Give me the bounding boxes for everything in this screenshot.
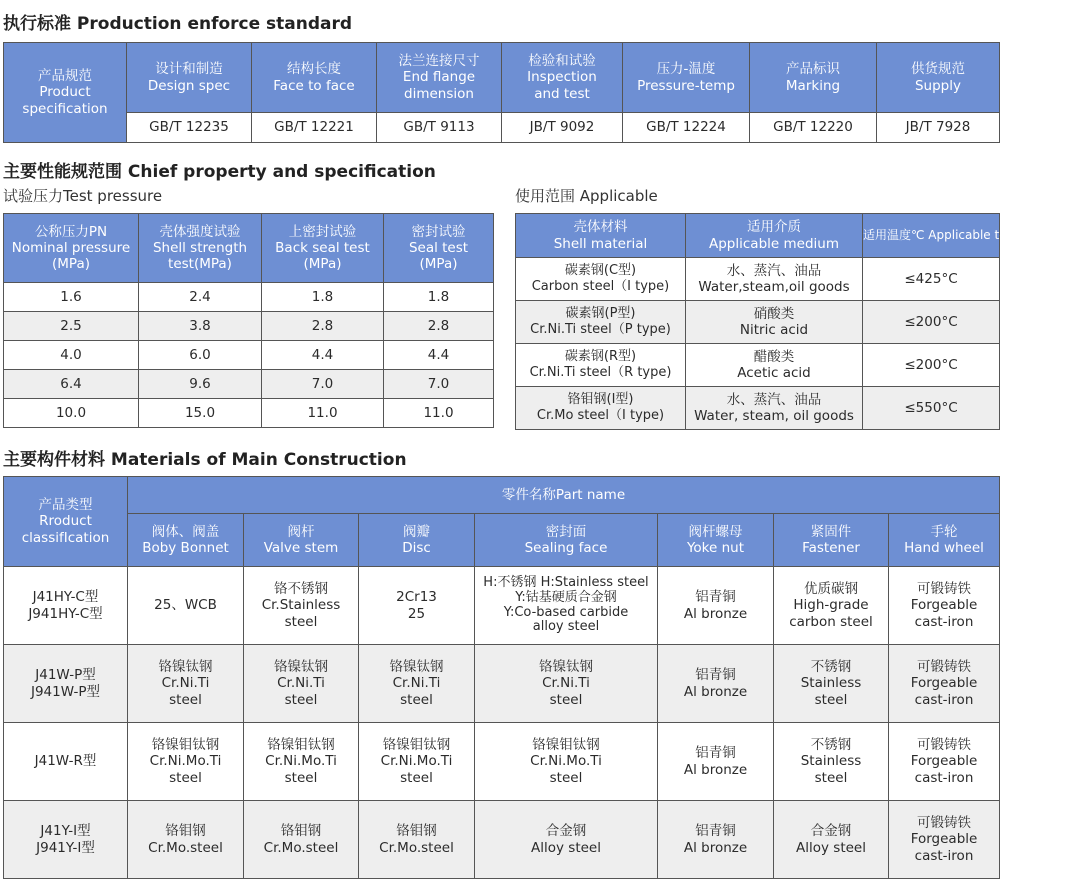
cell: 铬不锈钢 Cr.Stainless steel xyxy=(244,567,359,645)
cell: 水、蒸汽、油品 Water,steam,oil goods xyxy=(686,258,863,301)
value-design-spec: GB/T 12235 xyxy=(127,113,252,143)
header-product-classification: 产品类型 Rroduct classifIcation xyxy=(4,477,128,567)
table-row xyxy=(516,344,1000,387)
header-sealing-face: 密封面 Sealing face xyxy=(475,514,658,567)
cell: 合金钢 Alloy steel xyxy=(774,801,889,879)
cell: 铝青铜 Al bronze xyxy=(658,801,774,879)
materials-table xyxy=(3,476,1000,879)
cell: 9.6 xyxy=(139,370,262,399)
test-pressure-table xyxy=(3,213,494,428)
cell: ≤550°C xyxy=(863,387,1000,430)
header-yoke-nut: 阀杆螺母 Yoke nut xyxy=(658,514,774,567)
cell: 铝青铜 Al bronze xyxy=(658,645,774,723)
cell: 水、蒸汽、油品 Water, steam, oil goods xyxy=(686,387,863,430)
cell: 合金钢 Alloy steel xyxy=(475,801,658,879)
cell: 铬镍钼钛钢 Cr.Ni.Mo.Ti steel xyxy=(359,723,475,801)
value-pressure-temp: GB/T 12224 xyxy=(623,113,750,143)
cell: 4.0 xyxy=(4,341,139,370)
cell: 4.4 xyxy=(262,341,384,370)
cell: 2.5 xyxy=(4,312,139,341)
section-heading-production-standard: 执行标准 Production enforce standard xyxy=(3,14,353,34)
cell: 优质碳钢 High-grade carbon steel xyxy=(774,567,889,645)
cell: 碳素钢(P型) Cr.Ni.Ti steel（P type) xyxy=(516,301,686,344)
table-row xyxy=(516,387,1000,430)
cell: 2.8 xyxy=(262,312,384,341)
table-row xyxy=(4,399,494,428)
cell: 7.0 xyxy=(262,370,384,399)
cell: 可锻铸铁 Forgeable cast-iron xyxy=(889,645,1000,723)
cell: 铝青铜 Al bronze xyxy=(658,567,774,645)
section-heading-chief-property: 主要性能规范围 Chief property and specification xyxy=(3,162,436,182)
cell: 铬镍钼钛钢 Cr.Ni.Mo.Ti steel xyxy=(244,723,359,801)
value-face-to-face: GB/T 12221 xyxy=(252,113,377,143)
table-row xyxy=(4,645,1000,723)
table-row xyxy=(4,801,1000,879)
test-pressure-title: 试验压力Test pressure xyxy=(3,187,163,205)
cell: 3.8 xyxy=(139,312,262,341)
value-marking: GB/T 12220 xyxy=(750,113,877,143)
header-disc: 阀瓣 Disc xyxy=(359,514,475,567)
applicable-table xyxy=(515,213,1070,430)
cell: ≤200°C xyxy=(863,301,1000,344)
header-seal-test: 密封试验 Seal test (MPa) xyxy=(384,214,494,283)
table-row xyxy=(4,567,1000,645)
table-row xyxy=(4,370,494,399)
cell: J41Y-I型 J941Y-I型 xyxy=(4,801,128,879)
header-body-bonnet: 阀体、阀盖 Boby Bonnet xyxy=(128,514,244,567)
cell: 碳素钢(R型) Cr.Ni.Ti steel（R type) xyxy=(516,344,686,387)
cell: 铬镍钛钢 Cr.Ni.Ti steel xyxy=(128,645,244,723)
production-standard-table xyxy=(3,42,1000,143)
cell: 1.6 xyxy=(4,283,139,312)
table-row xyxy=(516,301,1000,344)
table-row xyxy=(4,341,494,370)
cell: ≤425°C xyxy=(863,258,1000,301)
header-supply: 供货规范 Supply xyxy=(877,43,1000,113)
value-inspection: JB/T 9092 xyxy=(502,113,623,143)
cell: 铬钼钢 Cr.Mo.steel xyxy=(244,801,359,879)
cell: 11.0 xyxy=(262,399,384,428)
cell: 铬钼钢 Cr.Mo.steel xyxy=(359,801,475,879)
cell: 6.0 xyxy=(139,341,262,370)
cell: 可锻铸铁 Forgeable cast-iron xyxy=(889,567,1000,645)
cell: 1.8 xyxy=(262,283,384,312)
table-row xyxy=(4,312,494,341)
cell: 15.0 xyxy=(139,399,262,428)
cell: 4.4 xyxy=(384,341,494,370)
cell: 25、WCB xyxy=(128,567,244,645)
cell: 11.0 xyxy=(384,399,494,428)
cell: 不锈钢 Stainless steel xyxy=(774,723,889,801)
cell: 2.4 xyxy=(139,283,262,312)
header-shell-strength: 壳体强度试验 Shell strength test(MPa) xyxy=(139,214,262,283)
cell: 铬镍钛钢 Cr.Ni.Ti steel xyxy=(359,645,475,723)
cell: 10.0 xyxy=(4,399,139,428)
cell: 铬镍钛钢 Cr.Ni.Ti steel xyxy=(475,645,658,723)
header-marking: 产品标识 Marking xyxy=(750,43,877,113)
cell: J41HY-C型 J941HY-C型 xyxy=(4,567,128,645)
header-end-flange: 法兰连接尺寸 End flange dimension xyxy=(377,43,502,113)
cell: 铝青铜 Al bronze xyxy=(658,723,774,801)
table-row xyxy=(516,258,1000,301)
header-fastener: 紧固件 Fastener xyxy=(774,514,889,567)
cell: 铬镍钼钛钢 Cr.Ni.Mo.Ti steel xyxy=(128,723,244,801)
cell: J41W-R型 xyxy=(4,723,128,801)
table-row xyxy=(4,283,494,312)
header-hand-wheel: 手轮 Hand wheel xyxy=(889,514,1000,567)
header-valve-stem: 阀杆 Valve stem xyxy=(244,514,359,567)
cell: 碳素钢(C型) Carbon steel（I type) xyxy=(516,258,686,301)
cell: 1.8 xyxy=(384,283,494,312)
cell: 可锻铸铁 Forgeable cast-iron xyxy=(889,723,1000,801)
cell: 铬钼钢 Cr.Mo.steel xyxy=(128,801,244,879)
cell: 铬镍钼钛钢 Cr.Ni.Mo.Ti steel xyxy=(475,723,658,801)
section-heading-materials: 主要构件材料 Materials of Main Construction xyxy=(3,450,407,470)
header-part-name: 零件名称Part name xyxy=(128,477,1000,514)
cell: J41W-P型 J941W-P型 xyxy=(4,645,128,723)
cell: 不锈钢 Stainless steel xyxy=(774,645,889,723)
cell: 2Cr13 25 xyxy=(359,567,475,645)
header-inspection: 检验和试验 Inspection and test xyxy=(502,43,623,113)
header-product-specification: 产品规范 Product specification xyxy=(4,43,127,143)
cell: 6.4 xyxy=(4,370,139,399)
cell: 硝酸类 Nitric acid xyxy=(686,301,863,344)
cell: 铬钼钢(I型) Cr.Mo steel（I type) xyxy=(516,387,686,430)
table-row xyxy=(4,723,1000,801)
value-end-flange: GB/T 9113 xyxy=(377,113,502,143)
header-applicable-medium: 适用介质 Applicable medium xyxy=(686,214,863,258)
header-face-to-face: 结构长度 Face to face xyxy=(252,43,377,113)
value-supply: JB/T 7928 xyxy=(877,113,1000,143)
cell: 7.0 xyxy=(384,370,494,399)
header-nominal-pressure: 公称压力PN Nominal pressure (MPa) xyxy=(4,214,139,283)
applicable-title: 使用范围 Applicable xyxy=(515,187,658,205)
cell: H:不锈钢 H:Stainless steel Y:钴基硬质合金钢 Y:Co-based carbide alloy steel xyxy=(475,567,658,645)
header-back-seal: 上密封试验 Back seal test (MPa) xyxy=(262,214,384,283)
cell: ≤200°C xyxy=(863,344,1000,387)
header-pressure-temp: 压力-温度 Pressure-temp xyxy=(623,43,750,113)
cell: 醋酸类 Acetic acid xyxy=(686,344,863,387)
cell: 2.8 xyxy=(384,312,494,341)
header-applicable-temperature: 适用温度℃ Applicable temperature xyxy=(863,214,1000,258)
header-design-spec: 设计和制造 Design spec xyxy=(127,43,252,113)
header-shell-material: 壳体材料 Shell material xyxy=(516,214,686,258)
cell: 可锻铸铁 Forgeable cast-iron xyxy=(889,801,1000,879)
cell: 铬镍钛钢 Cr.Ni.Ti steel xyxy=(244,645,359,723)
